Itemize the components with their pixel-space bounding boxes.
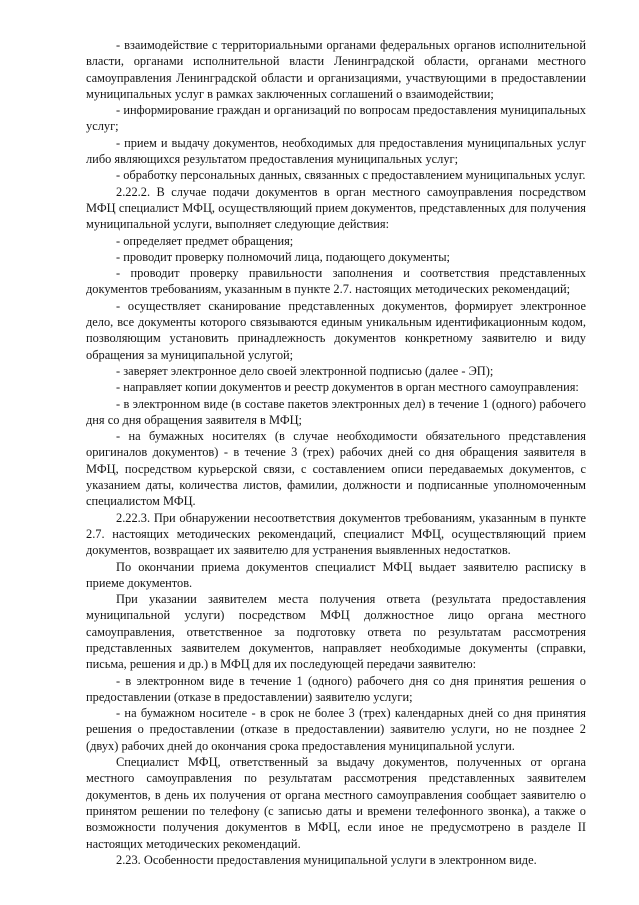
paragraph-authority-check-bullet: - проводит проверку полномочий лица, подающего документы; <box>116 249 450 264</box>
paragraph-section-2-22-2: 2.22.2. В случае подачи документов в орган местного самоуправления посредством МФЦ специалист МФЦ, осуществляющий прием документов, представленных для получения муниципальной услуги, выполняет следующие действия: <box>86 184 586 232</box>
paragraph-reception-bullet: - прием и выдачу документов, необходимых для предоставления муниципальных услуг либо являющихся результатом предоставления муниципальных услуг; <box>86 135 586 167</box>
paragraph-sends-copies-bullet: - направляет копии документов и реестр документов в орган местного самоуправления: <box>116 380 579 395</box>
paragraph-response-place: При указании заявителем места получения ответа (результата предоставления муниципальной услуги) посредством МФЦ должностное лицо органа местного самоуправления, ответственное за подготовку ответа по результатам рассмотрения представленных заявителем документов, направляет необходимые документы (справки, письма, решения и др.) в МФЦ для их последующей передачи заявителю: <box>86 592 586 672</box>
paragraph-personal-data-bullet: - обработку персональных данных, связанных с предоставлением муниципальных услуг. <box>116 168 586 183</box>
paragraph-response-electronic-bullet: - в электронном виде в течение 1 (одного) рабочего дня со дня принятия решения о предоставлении (отказе в предоставлении) заявителю услуги; <box>86 673 586 704</box>
paragraph-signature-bullet: - заверяет электронное дело своей электронной подписью (далее - ЭП); <box>116 363 494 378</box>
paragraph-paper-bullet: - на бумажных носителях (в случае необходимости обязательного представления оригиналов документов) - в течение 3 (трех) рабочих дней со дня обращения заявителя в МФЦ, посредством курьерской связи, с составлением описи передаваемых документов, с указанием даты, количества листов, фамилии, должности и подписанные уполномоченным специалистом МФЦ. <box>86 429 586 509</box>
paragraph-receipt: По окончании приема документов специалист МФЦ выдает заявителю расписку в приеме документов. <box>86 559 586 590</box>
paragraph-informing-bullet: - информирование граждан и организаций по вопросам предоставления муниципальных услуг; <box>86 103 586 134</box>
paragraph-section-2-23: 2.23. Особенности предоставления муниципальной услуги в электронном виде. <box>116 852 537 867</box>
paragraph-interaction-bullet: - взаимодействие с территориальными органами федеральных органов исполнительной власти, органами исполнительной власти Ленинградской области, органами местного самоуправления Ленинградской области и организациями, участвующими в предоставлении муниципальных услуг в рамках заключенных соглашений о взаимодействии; <box>86 38 586 101</box>
paragraph-electronic-bullet: - в электронном виде (в составе пакетов электронных дел) в течение 1 (одного) рабочего дня со дня обращения заявителя в МФЦ; <box>86 396 586 427</box>
paragraph-scanning-bullet: - осуществляет сканирование представленных документов, формирует электронное дело, все документы которого связываются единым уникальным идентификационным кодом, позволяющим установить принадлежность документов конкретному заявителю и виду обращения за муниципальной услугой; <box>86 298 586 362</box>
paragraph-response-paper-bullet: - на бумажном носителе - в срок не более 3 (трех) календарных дней со дня принятия решения о предоставлении (отказе в предоставлении) заявителю услуги, но не позднее 2 (двух) рабочих дней до окончания срока предоставления муниципальной услуги. <box>86 706 586 753</box>
paragraph-subject-bullet: - определяет предмет обращения; <box>116 233 294 248</box>
document-page <box>86 37 586 868</box>
paragraph-section-2-22-3: 2.22.3. При обнаружении несоответствия документов требованиям, указанным в пункте 2.7. настоящих методических рекомендаций, специалист МФЦ, осуществляющий прием документов, возвращает их заявителю для устранения выявленных недостатков. <box>86 510 586 558</box>
paragraph-specialist-issuing: Специалист МФЦ, ответственный за выдачу документов, полученных от органа местного самоуправления по результатам рассмотрения представленных заявителем документов, в день их получения от органа местного самоуправления сообщает заявителю о принятом решении по телефону (с записью даты и времени телефонного звонка), а также о возможности получения документов в МФЦ, если иное не предусмотрено в разделе II настоящих методических рекомендаций. <box>86 755 586 851</box>
paragraph-correctness-check-bullet: - проводит проверку правильности заполнения и соответствия представленных документов требованиям, указанным в пункте 2.7. настоящих методических рекомендаций; <box>86 266 586 297</box>
